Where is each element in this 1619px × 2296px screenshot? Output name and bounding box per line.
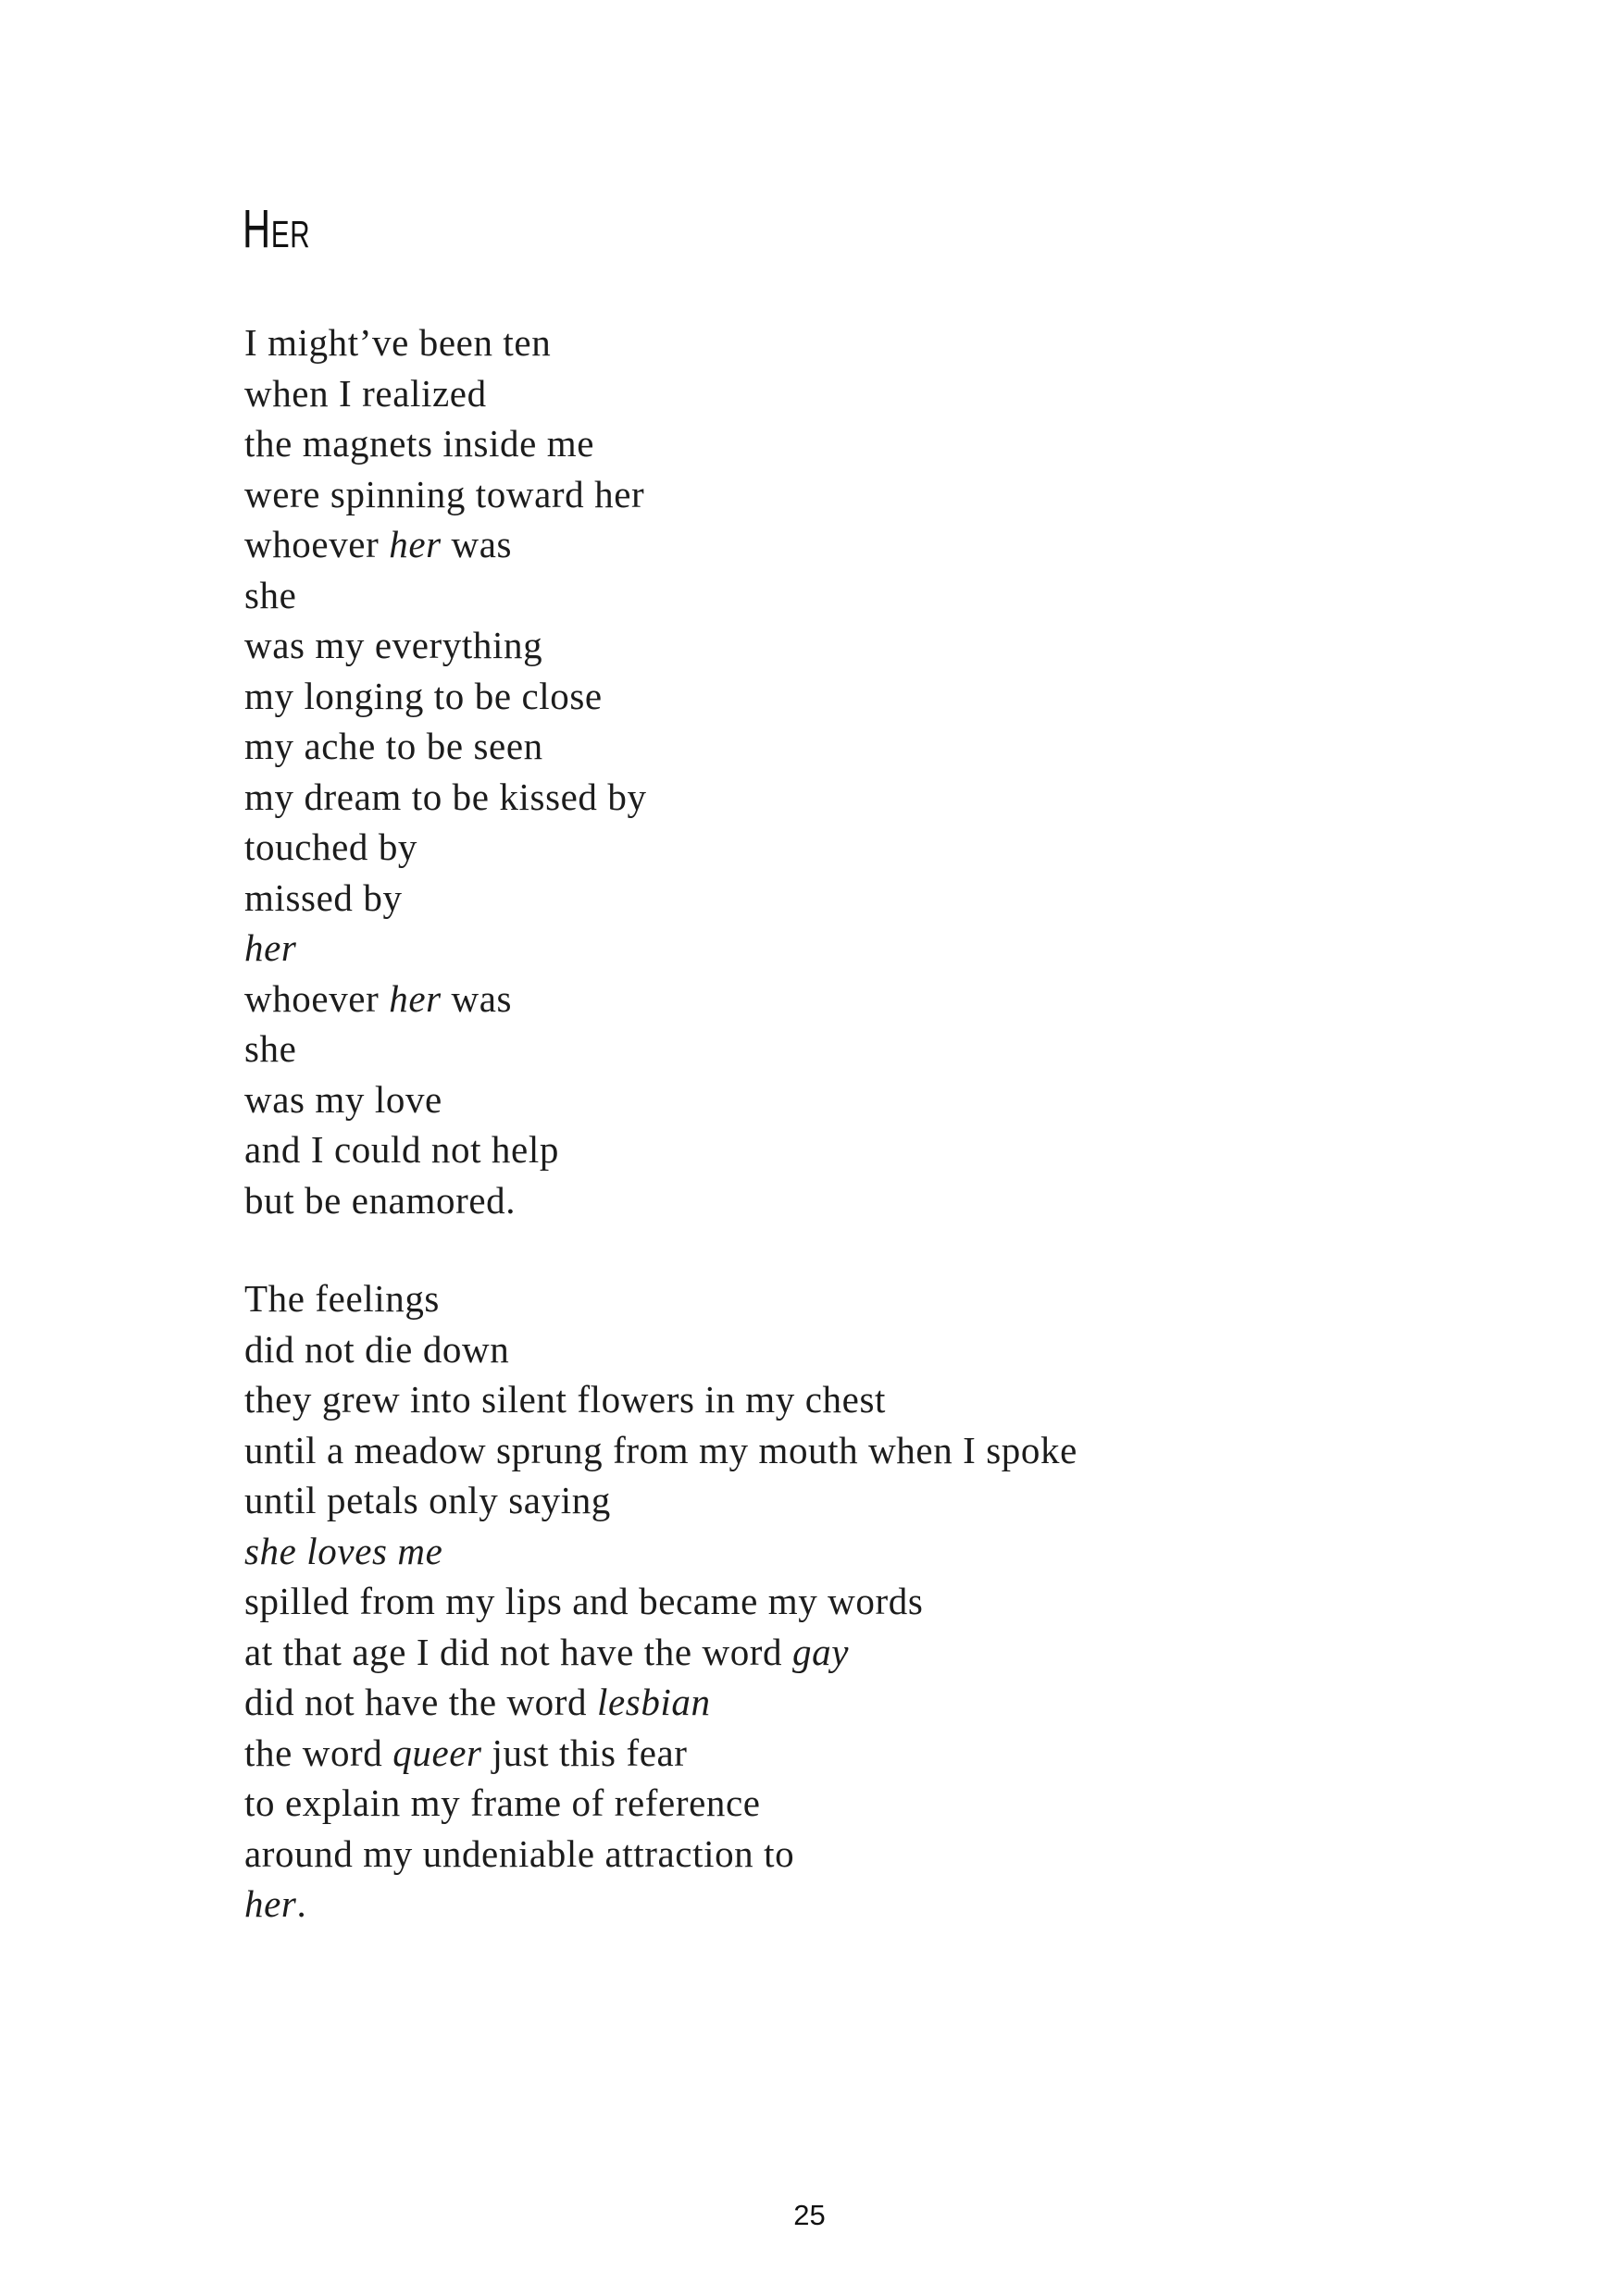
poem-line xyxy=(244,1374,1077,1425)
emphasized-word: her xyxy=(389,976,442,1020)
poem-line xyxy=(244,1273,1077,1324)
line-text: the magnets inside me xyxy=(244,422,595,465)
poem-line xyxy=(244,822,647,873)
line-text: my ache to be seen xyxy=(244,725,543,767)
line-text: missed by xyxy=(244,875,403,919)
line-text: whoever xyxy=(244,976,390,1020)
poem-line xyxy=(244,1879,1077,1930)
line-text: they grew into silent flowers in my chest xyxy=(244,1378,886,1421)
poem-line xyxy=(244,519,647,570)
poem-line xyxy=(244,570,647,621)
poem-line xyxy=(244,620,647,671)
line-text: just this fear xyxy=(481,1731,688,1774)
line-text: my dream to be kissed by xyxy=(244,775,647,818)
poem-line xyxy=(244,671,647,722)
poem-line xyxy=(244,1627,1077,1678)
poem-line xyxy=(244,368,647,419)
line-text: until petals only saying xyxy=(244,1479,611,1521)
poem-line xyxy=(244,418,647,469)
poem-title: Her xyxy=(243,199,311,259)
poem-line xyxy=(244,1175,647,1226)
page-number: 25 xyxy=(793,2199,826,2231)
emphasized-word: queer xyxy=(392,1731,482,1774)
line-text: the word xyxy=(244,1731,393,1774)
line-text: The feelings xyxy=(244,1277,440,1320)
poem-line xyxy=(244,1124,647,1175)
line-text: whoever xyxy=(244,523,390,565)
line-text: touched by xyxy=(244,825,418,868)
poem-line xyxy=(244,1475,1077,1526)
poem-line xyxy=(244,721,647,772)
line-text: spilled from my lips and became my words xyxy=(244,1580,924,1622)
poem-line xyxy=(244,1728,1077,1779)
line-text: and I could not help xyxy=(244,1128,559,1171)
poem-line xyxy=(244,1074,647,1125)
line-text: but be enamored. xyxy=(244,1178,517,1222)
line-text: she xyxy=(244,573,297,616)
line-text: did not die down xyxy=(244,1327,510,1371)
poem-line xyxy=(244,317,647,368)
poem-line xyxy=(244,923,647,974)
poem-line xyxy=(244,1024,647,1074)
emphasized-word: lesbian xyxy=(596,1681,711,1723)
poem-line xyxy=(244,469,647,520)
poem-line xyxy=(244,1677,1077,1728)
poem-line xyxy=(244,974,647,1024)
emphasized-word: her xyxy=(244,1882,297,1925)
stanza-2 xyxy=(244,1273,1077,1930)
line-text: was my everything xyxy=(244,624,543,666)
poem-line xyxy=(244,873,647,924)
line-text: she xyxy=(244,1027,297,1070)
line-text: until a meadow sprung from my mouth when I spoke xyxy=(244,1428,1077,1471)
emphasized-word: gay xyxy=(792,1630,849,1673)
line-text: was xyxy=(441,976,513,1020)
emphasized-word: she loves me xyxy=(244,1529,443,1572)
stanza-1 xyxy=(244,317,647,1225)
line-text: around my undeniable attraction to xyxy=(244,1831,795,1875)
poem-line xyxy=(244,1425,1077,1476)
line-text: . xyxy=(296,1882,307,1925)
poem-line xyxy=(244,1829,1077,1880)
emphasized-word: her xyxy=(389,523,442,565)
line-text: at that age I did not have the word xyxy=(244,1630,792,1673)
line-text: when I realized xyxy=(244,371,487,415)
line-text: my longing to be close xyxy=(244,674,603,717)
poem-line xyxy=(244,772,647,823)
poem-line xyxy=(244,1778,1077,1829)
poem-line xyxy=(244,1526,1077,1577)
line-text: did not have the word xyxy=(244,1681,597,1723)
line-text: was xyxy=(441,523,513,565)
line-text: was my love xyxy=(244,1077,442,1121)
line-text: to explain my frame of reference xyxy=(244,1781,761,1824)
poem-line xyxy=(244,1324,1077,1375)
line-text: were spinning toward her xyxy=(244,472,645,515)
poem-line xyxy=(244,1576,1077,1627)
emphasized-word: her xyxy=(244,926,297,969)
line-text: I might’ve been ten xyxy=(244,321,552,364)
